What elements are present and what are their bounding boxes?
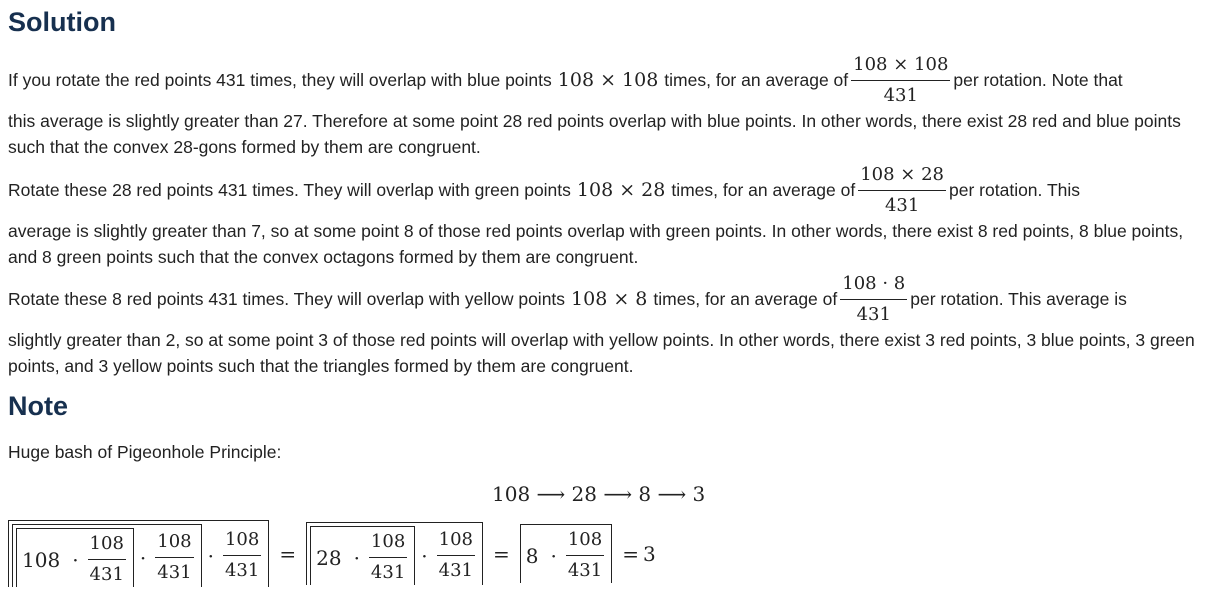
frac-108-431: $\frac{108}{431}$ (157, 531, 192, 583)
frac-108-431: $\frac{108}{431}$ (224, 529, 260, 581)
ceiling-equation (8, 520, 662, 587)
p3-text-rest: slightly greater than 2, so at some point 3 of those red points will overlap with yellow points. In other words, there exist 3 red points, 3 blue points, 3 green points, and 3 yellow points such that the triangles formed by them are congruent. (8, 330, 1195, 376)
term-8: 8 (525, 543, 539, 568)
dot-op: · (207, 543, 214, 568)
p1-text-rest: this average is slightly greater than 27. Therefore at some point 28 red points overlap with blue points. In other words, there exist 28 red and blue points such that the convex 28-gons formed by them are congruent. (8, 111, 1181, 157)
p3-fraction: $\frac{108 \cdot 8}{431}$ (842, 272, 906, 325)
dot-op: · (550, 543, 557, 568)
p2-text-a: Rotate these 28 red points 431 times. They will overlap with green points (8, 180, 571, 200)
result-3: 3 (642, 541, 656, 566)
p1-fraction: $\frac{108 \times 108}{431}$ (853, 53, 949, 106)
frac-108-431: $\frac{108}{431}$ (567, 529, 603, 581)
ceil-inner-2 (310, 526, 415, 585)
dot-op: · (421, 543, 428, 568)
p3-math-product: 108 × 8 (571, 288, 648, 310)
frac-108-431: $\frac{108}{431}$ (89, 533, 124, 585)
note-intro: Huge bash of Pigeonhole Principle: (8, 442, 282, 462)
p1-math-product: 108 × 108 (557, 69, 659, 91)
solution-paragraph-2 (8, 162, 1208, 270)
chain-math: 108 ⟶ 28 ⟶ 8 ⟶ 3 (492, 482, 706, 506)
dot-op: · (353, 545, 360, 570)
equals-sign: = (279, 541, 297, 566)
ceil-inner (16, 528, 134, 587)
frac-108-431: $\frac{108}{431}$ (438, 529, 473, 581)
p1-text-a: If you rotate the red points 431 times, they will overlap with blue points (8, 70, 552, 90)
ceil-middle (12, 524, 202, 587)
ceil-3 (520, 524, 612, 583)
dot-op: · (72, 547, 79, 572)
solution-heading: Solution (8, 7, 116, 37)
dot-op: · (139, 545, 147, 570)
solution-paragraph-3 (8, 271, 1208, 379)
solution-paragraph-1 (8, 52, 1208, 160)
p1-text-c: per rotation. Note that (953, 70, 1123, 90)
p3-text-a: Rotate these 8 red points 431 times. They will overlap with yellow points (8, 289, 566, 309)
p2-fraction: $\frac{108 \times 28}{431}$ (860, 163, 945, 216)
p3-text-c: per rotation. This average is (910, 289, 1127, 309)
note-heading: Note (8, 391, 68, 421)
p2-text-b: times, for an average of (671, 180, 856, 200)
equals-sign: = (622, 541, 639, 566)
term-108: 108 (22, 547, 61, 572)
equals-sign: = (493, 541, 510, 566)
p1-text-b: times, for an average of (664, 70, 849, 90)
p2-text-rest: average is slightly greater than 7, so at some point 8 of those red points overlap with green points. In other words, there exist 8 red points, 8 blue points, and 8 green points such that the convex octagons formed by them are congruent. (8, 221, 1184, 267)
p2-math-product: 108 × 28 (576, 179, 666, 201)
ceil-outer-2 (306, 522, 483, 585)
term-28: 28 (316, 545, 342, 570)
p3-text-b: times, for an average of (653, 289, 838, 309)
p2-text-c: per rotation. This (949, 180, 1081, 200)
frac-108-431: $\frac{108}{431}$ (370, 531, 406, 583)
ceil-outer (8, 520, 269, 587)
